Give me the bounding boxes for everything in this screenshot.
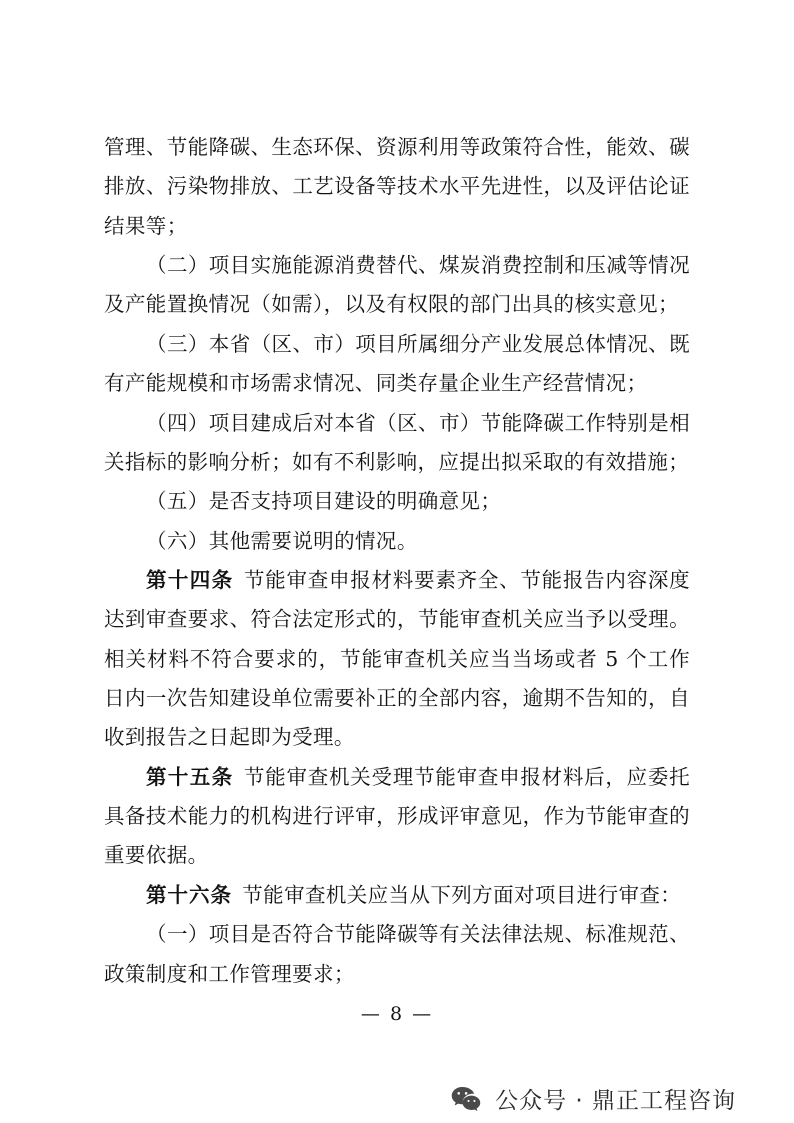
article-15-label: 第十五条 bbox=[146, 764, 234, 789]
article-16 bbox=[104, 876, 690, 915]
article-15-text: 节能审查机关受理节能审查申报材料后，应委托具备技术能力的机构进行评审，形成评审意见，作为节能审查的重要依据。 bbox=[104, 764, 691, 868]
article-14 bbox=[104, 561, 690, 758]
paragraph-item-3: （三）本省（区、市）项目所属细分产业发展总体情况、既有产能规模和市场需求情况、同类存量企业生产经营情况； bbox=[104, 331, 690, 396]
paragraph-continued: 管理、节能降碳、生态环保、资源利用等政策符合性，能效、碳排放、污染物排放、工艺设备等技术水平先进性，以及评估论证结果等； bbox=[104, 135, 690, 238]
article-16-label: 第十六条 bbox=[146, 882, 233, 907]
paragraph-item-4: （四）项目建成后对本省（区、市）节能降碳工作特别是相关指标的影响分析；如有不利影响，应提出拟采取的有效措施； bbox=[104, 410, 690, 474]
paragraph-item-6: （六）其他需要说明的情况。 bbox=[146, 528, 418, 553]
article-15 bbox=[104, 758, 690, 876]
article-14-label: 第十四条 bbox=[146, 567, 234, 592]
footer-brand bbox=[451, 1082, 736, 1115]
document-body bbox=[104, 128, 690, 994]
page-number: — 8 — bbox=[360, 1003, 434, 1025]
article-16-text: 节能审查机关应当从下列方面对项目进行审查： bbox=[242, 882, 682, 907]
paragraph-item-5: （五）是否支持项目建设的明确意见； bbox=[146, 489, 502, 514]
wechat-icon bbox=[451, 1086, 481, 1111]
paragraph-item-16-1: （一）项目是否符合节能降碳等有关法律法规、标准规范、政策制度和工作管理要求； bbox=[104, 922, 690, 986]
article-14-text: 节能审查申报材料要素齐全、节能报告内容深度达到审查要求、符合法定形式的，节能审查机关应当予以受理。相关材料不符合要求的，节能审查机关应当当场或者 5 个工作日内一次告知建设单位需要补正的全部内容，逾期不告知的，自收到报告之日起即为受理。 bbox=[104, 567, 691, 750]
footer-brand-text: 公众号 · 鼎正工程咨询 bbox=[495, 1088, 736, 1114]
paragraph-item-2: （二）项目实施能源消费替代、煤炭消费控制和压减等情况及产能置换情况（如需），以及有权限的部门出具的核实意见； bbox=[104, 253, 690, 317]
